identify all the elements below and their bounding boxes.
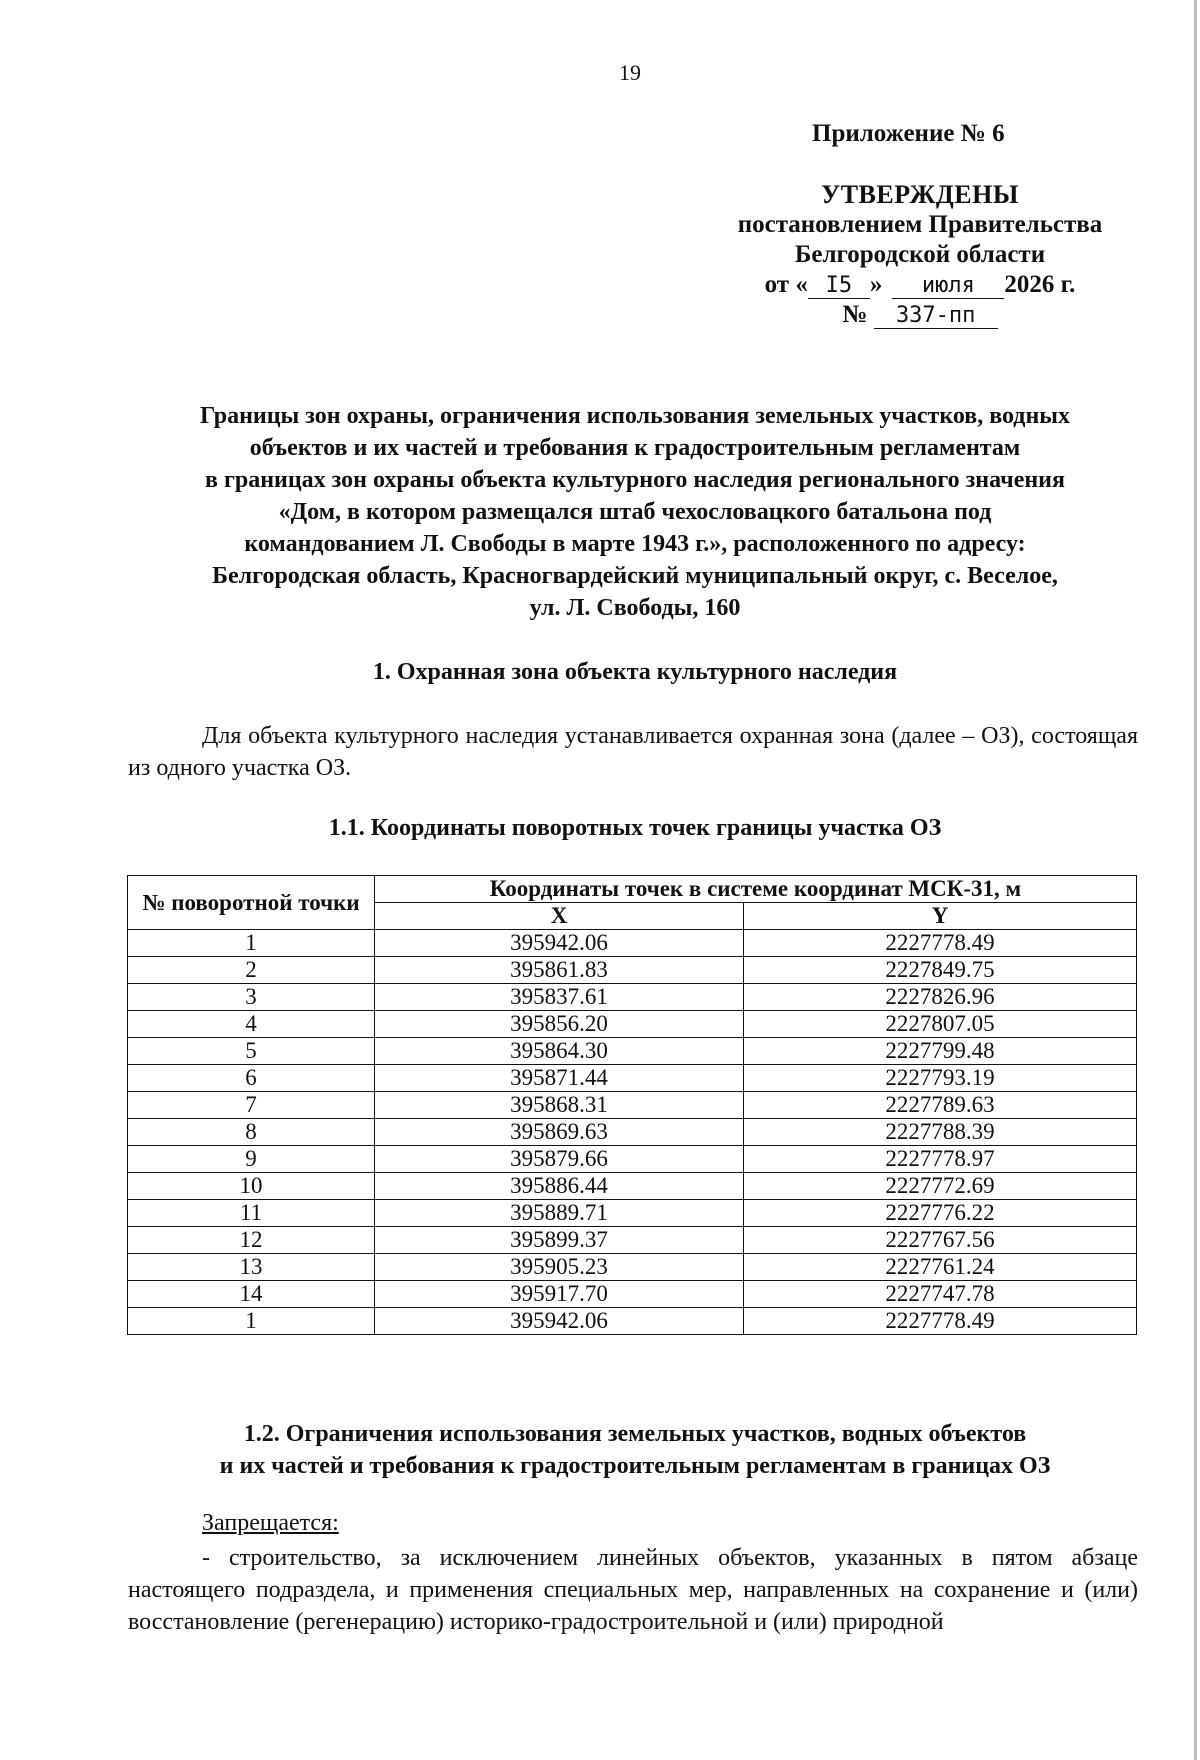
- cell-y: 2227826.96: [744, 984, 1137, 1011]
- header-coordinates: Координаты точек в системе координат МСК-31, м: [375, 876, 1137, 903]
- table-row: [128, 957, 1137, 984]
- cell-point: 14: [128, 1281, 375, 1308]
- title-line: ул. Л. Свободы, 160: [529, 595, 741, 621]
- cell-y: 2227747.78: [744, 1281, 1137, 1308]
- title-line: Границы зон охраны, ограничения использования земельных участков, водных: [199, 403, 1071, 429]
- table-row: [128, 1200, 1137, 1227]
- table-row: [128, 1065, 1137, 1092]
- header-x: X: [375, 903, 744, 930]
- table-row: [128, 1173, 1137, 1200]
- cell-point: 7: [128, 1092, 375, 1119]
- cell-x: 395899.37: [375, 1227, 744, 1254]
- cell-point: 12: [128, 1227, 375, 1254]
- cell-x: 395879.66: [375, 1146, 744, 1173]
- cell-point: 1: [128, 930, 375, 957]
- table-row: [128, 1281, 1137, 1308]
- table-row: [128, 1308, 1137, 1335]
- header-y: Y: [744, 903, 1137, 930]
- table-row: [128, 1119, 1137, 1146]
- cell-x: 395917.70: [375, 1281, 744, 1308]
- table-row: [128, 1038, 1137, 1065]
- document-title: [110, 400, 1160, 624]
- title-line: «Дом, в котором размещался штаб чехословацкого батальона под: [278, 499, 992, 525]
- forbidden-label: Запрещается:: [202, 1510, 339, 1536]
- cell-x: 395837.61: [375, 984, 744, 1011]
- heading-line: и их частей и требования к градостроительным регламентам в границах ОЗ: [219, 1453, 1051, 1479]
- date-month: июля: [892, 274, 1004, 299]
- approval-line-2: Белгородской области: [794, 241, 1046, 268]
- cell-x: 395889.71: [375, 1200, 744, 1227]
- forbidden-paragraph: - строительство, за исключением линейных объектов, указанных в пятом абзаце настоящего подраздела, и применения специальных мер, направленных на сохранение и (или) восстановление (регенерацию) историко-градостроительной и (или) природной: [128, 1545, 1138, 1635]
- cell-y: 2227778.97: [744, 1146, 1137, 1173]
- cell-point: 9: [128, 1146, 375, 1173]
- approval-date: [700, 270, 1140, 300]
- title-line: Белгородская область, Красногвардейский муниципальный округ, с. Веселое,: [212, 563, 1058, 589]
- table-row: [128, 930, 1137, 957]
- cell-point: 10: [128, 1173, 375, 1200]
- header-point-number: № поворотной точки: [128, 876, 375, 930]
- cell-x: 395868.31: [375, 1092, 744, 1119]
- cell-y: 2227849.75: [744, 957, 1137, 984]
- table-row: [128, 1011, 1137, 1038]
- cell-x: 395942.06: [375, 930, 744, 957]
- cell-x: 395864.30: [375, 1038, 744, 1065]
- date-year: 2026 г.: [1004, 271, 1076, 298]
- cell-point: 4: [128, 1011, 375, 1038]
- cell-y: 2227778.49: [744, 1308, 1137, 1335]
- cell-y: 2227807.05: [744, 1011, 1137, 1038]
- cell-y: 2227772.69: [744, 1173, 1137, 1200]
- cell-x: 395886.44: [375, 1173, 744, 1200]
- appendix-label: Приложение № 6: [812, 120, 1005, 147]
- cell-point: 6: [128, 1065, 375, 1092]
- date-prefix: от «: [764, 271, 808, 298]
- number-value: 337-пп: [874, 304, 998, 329]
- cell-x: 395942.06: [375, 1308, 744, 1335]
- page-number: 19: [619, 60, 641, 85]
- cell-y: 2227788.39: [744, 1119, 1137, 1146]
- cell-y: 2227776.22: [744, 1200, 1137, 1227]
- table-row: [128, 1092, 1137, 1119]
- heading-line: 1.2. Ограничения использования земельных участков, водных объектов: [243, 1421, 1027, 1447]
- section-1-heading: 1. Охранная зона объекта культурного наследия: [372, 659, 898, 685]
- cell-point: 11: [128, 1200, 375, 1227]
- cell-x: 395871.44: [375, 1065, 744, 1092]
- cell-x: 395856.20: [375, 1011, 744, 1038]
- approval-number: [700, 300, 1140, 330]
- title-line: командованием Л. Свободы в марте 1943 г.», расположенного по адресу:: [244, 531, 1026, 557]
- subsection-1-1-heading: 1.1. Координаты поворотных точек границы участка ОЗ: [328, 815, 942, 841]
- scan-edge-line: [1194, 0, 1197, 1760]
- cell-point: 1: [128, 1308, 375, 1335]
- cell-y: 2227767.56: [744, 1227, 1137, 1254]
- cell-y: 2227761.24: [744, 1254, 1137, 1281]
- cell-point: 5: [128, 1038, 375, 1065]
- cell-point: 2: [128, 957, 375, 984]
- table-row: [128, 1227, 1137, 1254]
- section-1-paragraph: Для объекта культурного наследия устанавливается охранная зона (далее – ОЗ), состоящая из одного участка ОЗ.: [128, 723, 1138, 781]
- cell-x: 395861.83: [375, 957, 744, 984]
- cell-point: 8: [128, 1119, 375, 1146]
- table-row: [128, 1254, 1137, 1281]
- title-line: объектов и их частей и требования к градостроительным регламентам: [249, 435, 1021, 461]
- date-day: I5: [808, 274, 870, 299]
- cell-y: 2227793.19: [744, 1065, 1137, 1092]
- cell-point: 3: [128, 984, 375, 1011]
- approval-title: УТВЕРЖДЕНЫ: [821, 180, 1019, 209]
- approval-block: [700, 180, 1140, 330]
- cell-y: 2227789.63: [744, 1092, 1137, 1119]
- cell-point: 13: [128, 1254, 375, 1281]
- date-mid: »: [869, 271, 883, 298]
- table-row: [128, 1146, 1137, 1173]
- cell-y: 2227799.48: [744, 1038, 1137, 1065]
- title-line: в границах зон охраны объекта культурного наследия регионального значения: [204, 467, 1065, 493]
- subsection-1-2-heading: [110, 1418, 1160, 1482]
- cell-x: 395905.23: [375, 1254, 744, 1281]
- cell-y: 2227778.49: [744, 930, 1137, 957]
- coordinates-table: [127, 875, 1137, 1335]
- number-prefix: №: [842, 301, 868, 328]
- table-row: [128, 984, 1137, 1011]
- cell-x: 395869.63: [375, 1119, 744, 1146]
- approval-line-1: постановлением Правительства: [737, 211, 1103, 238]
